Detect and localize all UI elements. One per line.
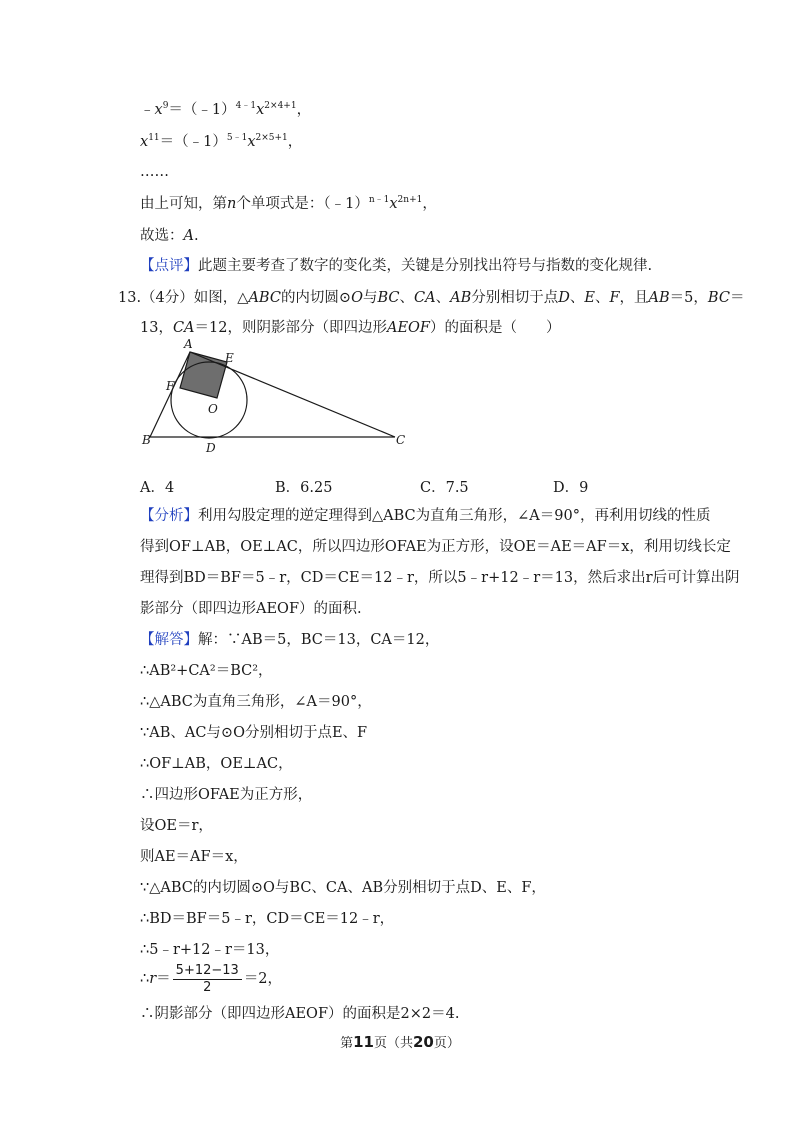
label-e: E xyxy=(225,351,234,365)
solution-line-12: ∴阴影部分（即四边形AEOF）的面积是2×2＝4. xyxy=(140,1006,460,1022)
analysis-line-2: 得到OF⊥AB，OE⊥AC，所以四边形OFAE为正方形，设OE＝AE＝AF＝x，利用切线长定 xyxy=(140,539,731,555)
conclusion-line: 由上可知，第n个单项式是：$(﹣1)^{n﹣1}x^{2n+1}$， xyxy=(140,195,437,212)
analysis-tag: 【分析】 xyxy=(140,508,198,524)
ellipsis-line: …… xyxy=(140,164,169,180)
solution-line-0: 【解答】解：∵AB＝5，BC＝13，CA＝12， xyxy=(140,632,440,648)
solution-tag: 【解答】 xyxy=(140,632,198,648)
label-f: F xyxy=(166,379,175,393)
answer-line: 故选：A. xyxy=(140,228,199,244)
solution-line-7: 则AE＝AF＝x， xyxy=(140,849,248,865)
analysis-line-1: 【分析】利用勾股定理的逆定理得到△ABC为直角三角形，∠A＝90°，再利用切线的性质 xyxy=(140,508,711,524)
comment-line: 【点评】此题主要考查了数字的变化类，关键是分别找出符号与指数的变化规律. xyxy=(140,258,653,274)
fraction: $\frac{5+12-13}{2}$ xyxy=(173,963,242,996)
solution-line-9: ∴BD＝BF＝5﹣r，CD＝CE＝12﹣r， xyxy=(140,911,395,927)
solution-line-3: ∵AB、AC与⊙O分别相切于点E、F xyxy=(140,725,368,741)
solution-line-6: 设OE＝r， xyxy=(140,818,213,834)
label-a: A xyxy=(184,337,193,351)
option-a: A．4 xyxy=(140,480,175,496)
solution-line-8: ∵△ABC的内切圆⊙O与BC、CA、AB分别相切于点D、E、F， xyxy=(140,880,546,896)
solution-line-1: ∴AB²+CA²＝BC²， xyxy=(140,663,273,679)
analysis-line-3: 理得到BD＝BF＝5﹣r，CD＝CE＝12﹣r，所以5﹣r+12﹣r＝13，然后求出r后可计算出阴 xyxy=(140,570,740,586)
formula-line-2: $x^{11}=(﹣1)^{5﹣1}x^{2\times 5+1}$， xyxy=(140,133,303,150)
question-13-line-1: 13.（4分）如图，△ABC的内切圆⊙O与BC、CA、AB分别相切于点D、E、F，且AB＝5，BC＝ xyxy=(118,290,745,306)
solution-line-11: ∴r＝ $\frac{5+12-13}{2}$ ＝2， xyxy=(140,962,283,995)
analysis-line-4: 影部分（即四边形AEOF）的面积. xyxy=(140,601,362,617)
formula-line-1: $﹣x^9=(﹣1)^{4﹣1}x^{2\times 4+1}$， xyxy=(140,101,312,118)
option-b: B．6.25 xyxy=(275,480,333,496)
question-13-line-2: 13，CA＝12，则阴影部分（即四边形AEOF）的面积是（ ） xyxy=(140,320,561,336)
label-d: D xyxy=(206,441,216,455)
label-b: B xyxy=(142,433,151,447)
side-ac xyxy=(190,352,395,437)
solution-line-4: ∴OF⊥AB，OE⊥AC， xyxy=(140,756,293,772)
solution-line-5: ∴四边形OFAE为正方形， xyxy=(140,787,313,803)
side-ab xyxy=(150,352,190,437)
label-c: C xyxy=(396,433,406,447)
comment-tag: 【点评】 xyxy=(140,258,198,274)
label-o: O xyxy=(208,402,218,416)
page-footer: 第11页（共20页） xyxy=(340,1033,460,1051)
option-d: D．9 xyxy=(553,480,589,496)
solution-line-10: ∴5﹣r+12﹣r＝13， xyxy=(140,942,280,958)
geometry-figure xyxy=(130,332,430,460)
option-c: C．7.5 xyxy=(420,480,469,496)
solution-line-2: ∴△ABC为直角三角形，∠A＝90°， xyxy=(140,694,372,710)
